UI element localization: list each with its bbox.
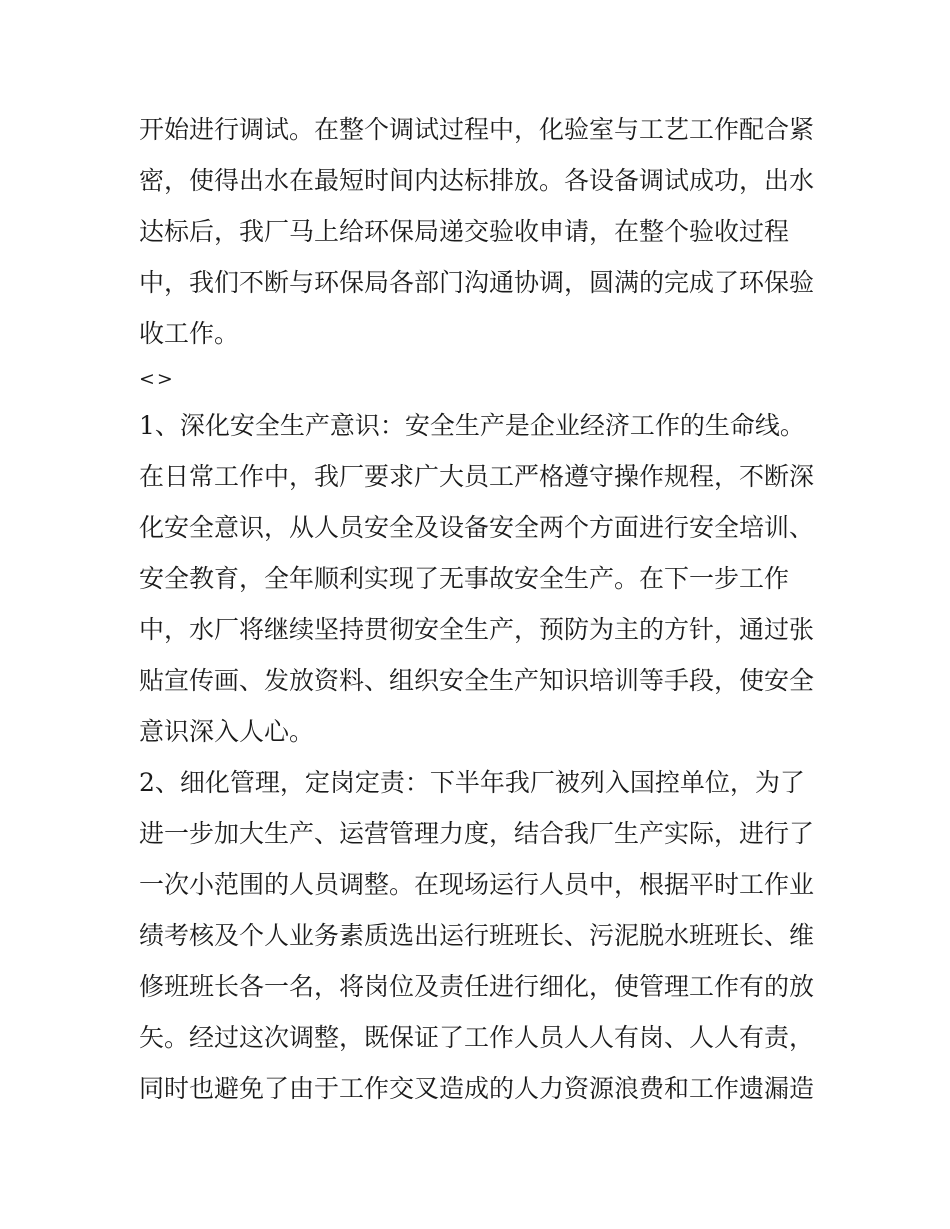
text-line: 化安全意识，从人员安全及设备安全两个方面进行安全培训、	[139, 513, 815, 542]
text-line: 矢。经过这次调整，既保证了工作人员人人有岗、人人有责，	[139, 1023, 815, 1052]
section-marker: <>	[139, 368, 175, 390]
text-line: 贴宣传画、发放资料、组织安全生产知识培训等手段，使安全	[139, 666, 815, 695]
text-line: 2、细化管理，定岗定责：下半年我厂被列入国控单位，为了	[139, 768, 805, 797]
text-line: 密，使得出水在最短时间内达标排放。各设备调试成功，出水	[139, 166, 815, 195]
text-line: 进一步加大生产、运营管理力度，结合我厂生产实际，进行了	[139, 819, 815, 848]
text-line: 在日常工作中，我厂要求广大员工严格遵守操作规程，不断深	[139, 462, 815, 491]
text-line: 收工作。	[139, 319, 240, 348]
text-line: 中，我们不断与环保局各部门沟通协调，圆满的完成了环保验	[139, 268, 815, 297]
text-line: 1、深化安全生产意识：安全生产是企业经济工作的生命线。	[139, 411, 805, 440]
text-line: 修班班长各一名，将岗位及责任进行细化，使管理工作有的放	[139, 972, 815, 1001]
text-line: 意识深入人心。	[139, 717, 315, 746]
text-line: 绩考核及个人业务素质选出运行班班长、污泥脱水班班长、维	[139, 921, 815, 950]
text-line: 中，水厂将继续坚持贯彻安全生产，预防为主的方针，通过张	[139, 615, 815, 644]
text-line: 同时也避免了由于工作交叉造成的人力资源浪费和工作遗漏造	[139, 1074, 815, 1103]
text-line: 一次小范围的人员调整。在现场运行人员中，根据平时工作业	[139, 870, 815, 899]
text-line: 开始进行调试。在整个调试过程中，化验室与工艺工作配合紧	[139, 115, 815, 144]
text-line: 安全教育，全年顺利实现了无事故安全生产。在下一步工作	[139, 564, 790, 593]
text-line: 达标后，我厂马上给环保局递交验收申请，在整个验收过程	[139, 217, 790, 246]
